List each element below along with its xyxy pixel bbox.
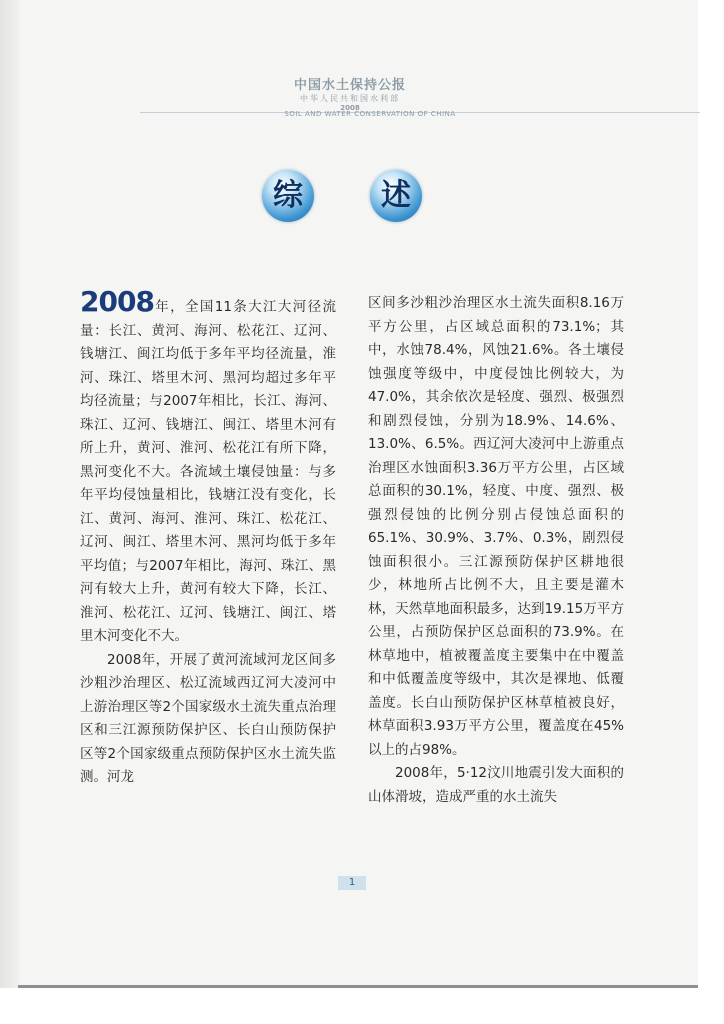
header-title: 中国水土保持公报 <box>293 78 406 93</box>
paragraph-1-text: 年，全国11条大江大河径流量：长江、黄河、海河、松花江、辽河、钱塘江、闽江均低于多年平均径流量，淮河、珠江、塔里木河、黑河均超过多年平均径流量；与2007年相比，长江、海河、珠江、辽河、钱塘江、闽江、塔里木河有所上升，黄河、淮河、松花江有所下降，黑河变化不大。各流域土壤侵蚀量：与多年平均侵蚀量相比，钱塘江没有变化，长江、黄河、海河、淮河、珠江、松花江、辽河、闽江、塔里木河、黑河均低于多年平均值；与2007年相比，海河、珠江、黑河有较大上升，黄河有较大下降，长江、淮河、松花江、辽河、钱塘江、闽江、塔里木河变化不大。 <box>80 299 336 644</box>
body-column-left <box>80 285 336 790</box>
header-english: SOIL AND WATER CONSERVATION OF CHINA <box>284 110 456 118</box>
heading-char-1: 综 <box>273 178 303 213</box>
page-bottom-edge <box>18 985 698 988</box>
body-column-right <box>368 292 624 809</box>
page-number: 1 <box>338 876 366 890</box>
paragraph-3: 区间多沙粗沙治理区水土流失面积8.16万平方公里，占区域总面积的73.1%；其中，水蚀78.4%，风蚀21.6%。各土壤侵蚀强度等级中，中度侵蚀比例较大，为47.0%，其余依次是轻度、强烈、极强烈和剧烈侵蚀，分别为18.9%、14.6%、13.0%、6.5%。西辽河大凌河中上游重点治理区水蚀面积3.36万平方公里，占区域总面积的30.1%，轻度、中度、强烈、极强烈侵蚀的比例分别占侵蚀总面积的65.1%、30.9%、3.7%、0.3%，剧烈侵蚀面积很小。三江源预防保护区耕地很少，林地所占比例不大，且主要是灌木林，天然草地面积最多，达到19.15万平方公里，占预防保护区总面积的73.9%。在林草地中，植被覆盖度主要集中在中覆盖和中低覆盖度等级中，其次是裸地、低覆盖度。长白山预防保护区林草植被良好，林草面积3.93万平方公里，覆盖度在45%以上的占98%。 <box>368 295 624 758</box>
page-spine-shadow <box>0 0 20 988</box>
heading-char-2: 述 <box>381 178 411 213</box>
header-year: 2008 <box>340 104 360 112</box>
heading-orb-1 <box>262 170 314 222</box>
paragraph-4: 2008年，5·12汶川地震引发大面积的山体滑坡，造成严重的水土流失 <box>368 765 624 805</box>
running-header <box>200 78 500 112</box>
paragraph-2: 2008年，开展了黄河流域河龙区间多沙粗沙治理区、松辽流域西辽河大凌河中上游治理区等2个国家级水土流失重点治理区和三江源预防保护区、长白山预防保护区等2个国家级重点预防保护区水土流失监测。河龙 <box>80 651 336 785</box>
heading-orb-2 <box>370 170 422 222</box>
paragraph-1 <box>80 285 336 649</box>
lead-year: 2008 <box>80 285 154 318</box>
header-subtitle: 中华人民共和国水利部 <box>300 94 400 103</box>
